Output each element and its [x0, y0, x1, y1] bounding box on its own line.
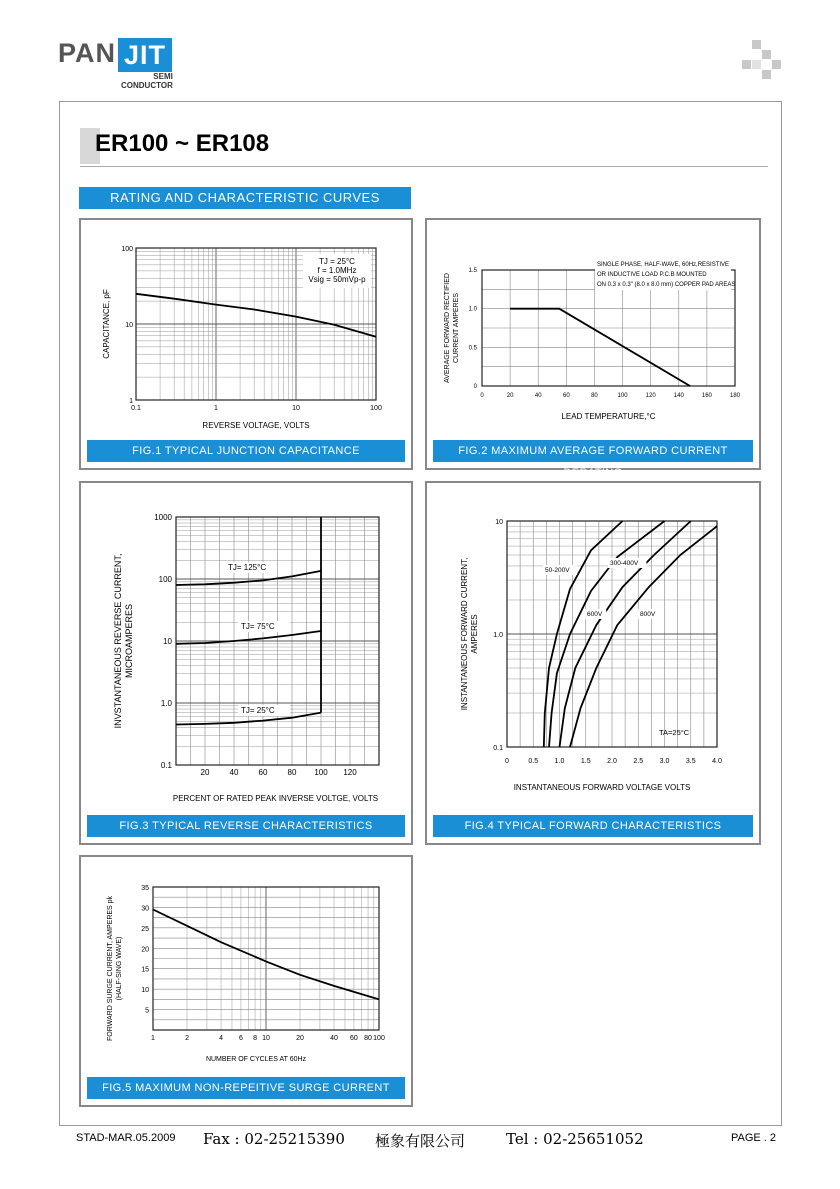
- decorative-squares-icon: [742, 40, 782, 80]
- x-axis-label: INSTANTANEOUS FORWARD VOLTAGE VOLTS: [513, 783, 691, 792]
- y-tick-label: 1.0: [493, 632, 503, 639]
- x-tick-label: 80: [591, 393, 598, 399]
- y-axis-label: AVERAGE FORWARD RECTIFIED: [444, 273, 451, 383]
- x-axis-label: PERCENT OF RATED PEAK INVERSE VOLTGE, VOLTS: [172, 794, 379, 803]
- y-axis-label: CAPACITANCE, pF: [102, 289, 111, 359]
- series-label: TJ= 75°C: [241, 622, 275, 631]
- x-tick-label: 20: [506, 393, 514, 399]
- x-axis-label: LEAD TEMPERATURE,°C: [561, 412, 656, 421]
- x-tick-label: 140: [673, 393, 684, 399]
- x-tick-label: 0.1: [131, 405, 141, 412]
- x-tick-label: 3.0: [659, 758, 670, 765]
- x-tick-label: 180: [729, 393, 741, 399]
- x-tick-label: 4: [219, 1035, 223, 1042]
- x-tick-label: 60: [562, 393, 570, 399]
- x-axis-label: REVERSE VOLTAGE, VOLTS: [202, 421, 310, 430]
- y-tick-label: 0: [473, 384, 477, 390]
- series-label: 800V: [640, 611, 656, 618]
- y-tick-label: 1.0: [468, 306, 477, 313]
- series-label: TJ= 25°C: [241, 706, 275, 715]
- x-tick-label: 60: [258, 768, 268, 777]
- x-tick-label: 1.0: [554, 758, 565, 765]
- figure-4: [425, 481, 761, 845]
- fig4-chart: [427, 483, 759, 815]
- x-tick-label: 40: [229, 768, 239, 777]
- footer-fax: Fax : 02-25215390: [203, 1130, 345, 1148]
- x-tick-label: 0.5: [528, 758, 539, 765]
- annotation-text: SINGLE PHASE, HALF-WAVE, 60Hz,RESISTIVE: [597, 262, 730, 268]
- logo-sub-line2: CONDUCTOR: [121, 81, 173, 90]
- series-label: 50-200V: [545, 567, 570, 574]
- y-axis-label: INVSTANTANEOUS REVERSE CURRENT,: [113, 553, 123, 729]
- y-tick-label: 25: [141, 925, 149, 933]
- y-tick-label: 1000: [154, 513, 172, 522]
- title-divider: [80, 166, 768, 167]
- fig5-chart: [81, 857, 411, 1079]
- y-tick-label: 1: [129, 398, 133, 405]
- y-tick-label: 0.1: [160, 761, 172, 770]
- series-label: 600V: [587, 611, 603, 618]
- y-tick-label: 0.1: [493, 745, 503, 752]
- y-tick-label: 20: [141, 946, 149, 954]
- fig1-chart: [81, 220, 411, 440]
- footer-tel: Tel : 02-25651052: [506, 1130, 644, 1148]
- y-axis-label: AMPERES: [470, 614, 479, 654]
- series-label: 300-400V: [610, 560, 639, 567]
- x-tick-label: 2.5: [633, 758, 644, 765]
- x-axis-label: NUMBER OF CYCLES AT 60Hz: [205, 1056, 307, 1063]
- figure-caption: FIG.2 MAXIMUM AVERAGE FORWARD CURRENT DERATING: [433, 440, 753, 462]
- figure-1: [79, 218, 413, 470]
- y-tick-label: 15: [141, 966, 149, 974]
- y-axis-label: CURRENT AMPERES: [453, 293, 460, 363]
- x-tick-label: 6: [238, 1035, 243, 1042]
- x-tick-label: 2.0: [607, 758, 617, 765]
- x-tick-label: 100: [314, 768, 328, 777]
- annotation-text: TJ = 25°C: [319, 257, 355, 266]
- y-tick-label: 35: [141, 885, 149, 892]
- y-tick-label: 10: [163, 637, 172, 646]
- logo-brand: PAN: [58, 38, 117, 68]
- x-tick-label: 2: [185, 1035, 189, 1042]
- x-tick-label: 100: [373, 1035, 385, 1042]
- logo-mark: JIT: [118, 38, 172, 72]
- x-tick-label: 4.0: [712, 758, 722, 765]
- annotation-text: Vsig = 50mVp-p: [308, 275, 366, 284]
- x-tick-label: 3.5: [685, 758, 696, 765]
- x-tick-label: 1.5: [580, 758, 591, 765]
- figure-caption: FIG.1 TYPICAL JUNCTION CAPACITANCE: [87, 440, 405, 462]
- x-tick-label: 1: [214, 405, 218, 412]
- series-label: TJ= 125°C: [228, 563, 267, 572]
- y-tick-label: 30: [141, 905, 149, 913]
- y-tick-label: 10: [141, 987, 149, 995]
- y-tick-label: 10: [125, 322, 133, 329]
- x-tick-label: 80: [364, 1035, 372, 1042]
- fig2-chart: [427, 220, 759, 440]
- annotation-text: TA=25°C: [659, 728, 690, 737]
- page-title: ER100 ~ ER108: [95, 130, 270, 157]
- y-tick-label: 0.5: [468, 345, 477, 352]
- x-tick-label: 10: [292, 405, 300, 412]
- x-tick-label: 80: [287, 768, 297, 777]
- x-tick-label: 60: [350, 1035, 358, 1042]
- y-tick-label: 10: [495, 519, 503, 526]
- fig3-chart: [81, 483, 411, 815]
- annotation-text: ON 0.3 x 0.3" (8.0 x 8.0 mm) COPPER PAD AREAS: [597, 282, 736, 288]
- footer-doc-code: STAD-MAR.05.2009: [76, 1132, 176, 1144]
- footer-company: 極象有限公司: [375, 1132, 466, 1150]
- x-tick-label: 40: [534, 393, 542, 399]
- y-tick-label: 5: [145, 1007, 149, 1015]
- y-axis-label: (HALF-SING WAVE): [116, 936, 123, 1001]
- figure-2: [425, 218, 761, 479]
- section-heading: RATING AND CHARACTERISTIC CURVES: [79, 187, 411, 209]
- x-tick-label: 100: [370, 405, 382, 412]
- y-axis-label: INSTANTANEOUS FORWARD CURRENT,: [460, 557, 469, 711]
- logo-sub-line1: SEMI: [153, 72, 173, 81]
- x-tick-label: 120: [645, 393, 656, 399]
- x-tick-label: 20: [200, 768, 210, 777]
- x-tick-label: 160: [701, 393, 712, 399]
- figure-5: [79, 855, 413, 1107]
- company-logo: [58, 38, 198, 88]
- y-tick-label: 1.0: [160, 699, 172, 708]
- x-tick-label: 0: [505, 758, 509, 765]
- figure-3: [79, 481, 413, 845]
- x-tick-label: 40: [330, 1035, 338, 1042]
- y-tick-label: 1.5: [468, 268, 477, 274]
- figure-caption: FIG.5 MAXIMUM NON-REPEITIVE SURGE CURRENT: [87, 1077, 405, 1099]
- x-tick-label: 120: [343, 768, 357, 777]
- x-tick-label: 20: [296, 1035, 304, 1042]
- logo-subtitle: [121, 72, 173, 90]
- figure-caption: FIG.3 TYPICAL REVERSE CHARACTERISTICS: [87, 815, 405, 837]
- footer-page-number: PAGE . 2: [731, 1132, 777, 1144]
- x-tick-label: 0: [480, 393, 484, 399]
- x-tick-label: 1: [151, 1035, 155, 1042]
- y-tick-label: 100: [158, 575, 172, 584]
- x-tick-label: 10: [262, 1035, 270, 1042]
- annotation-text: OR INDUCTIVE LOAD P.C.B MOUNTED: [597, 272, 707, 278]
- annotation-text: f = 1.0MHz: [317, 266, 357, 275]
- y-axis-label: FORWARD SURGE CURRENT, AMPERES pk: [107, 895, 114, 1042]
- series-line: [136, 294, 376, 337]
- y-axis-label: MICROAMPERES: [124, 603, 134, 679]
- y-tick-label: 100: [121, 246, 133, 253]
- x-tick-label: 100: [617, 393, 628, 399]
- figure-caption: FIG.4 TYPICAL FORWARD CHARACTERISTICS: [433, 815, 753, 837]
- x-tick-label: 8: [253, 1035, 258, 1042]
